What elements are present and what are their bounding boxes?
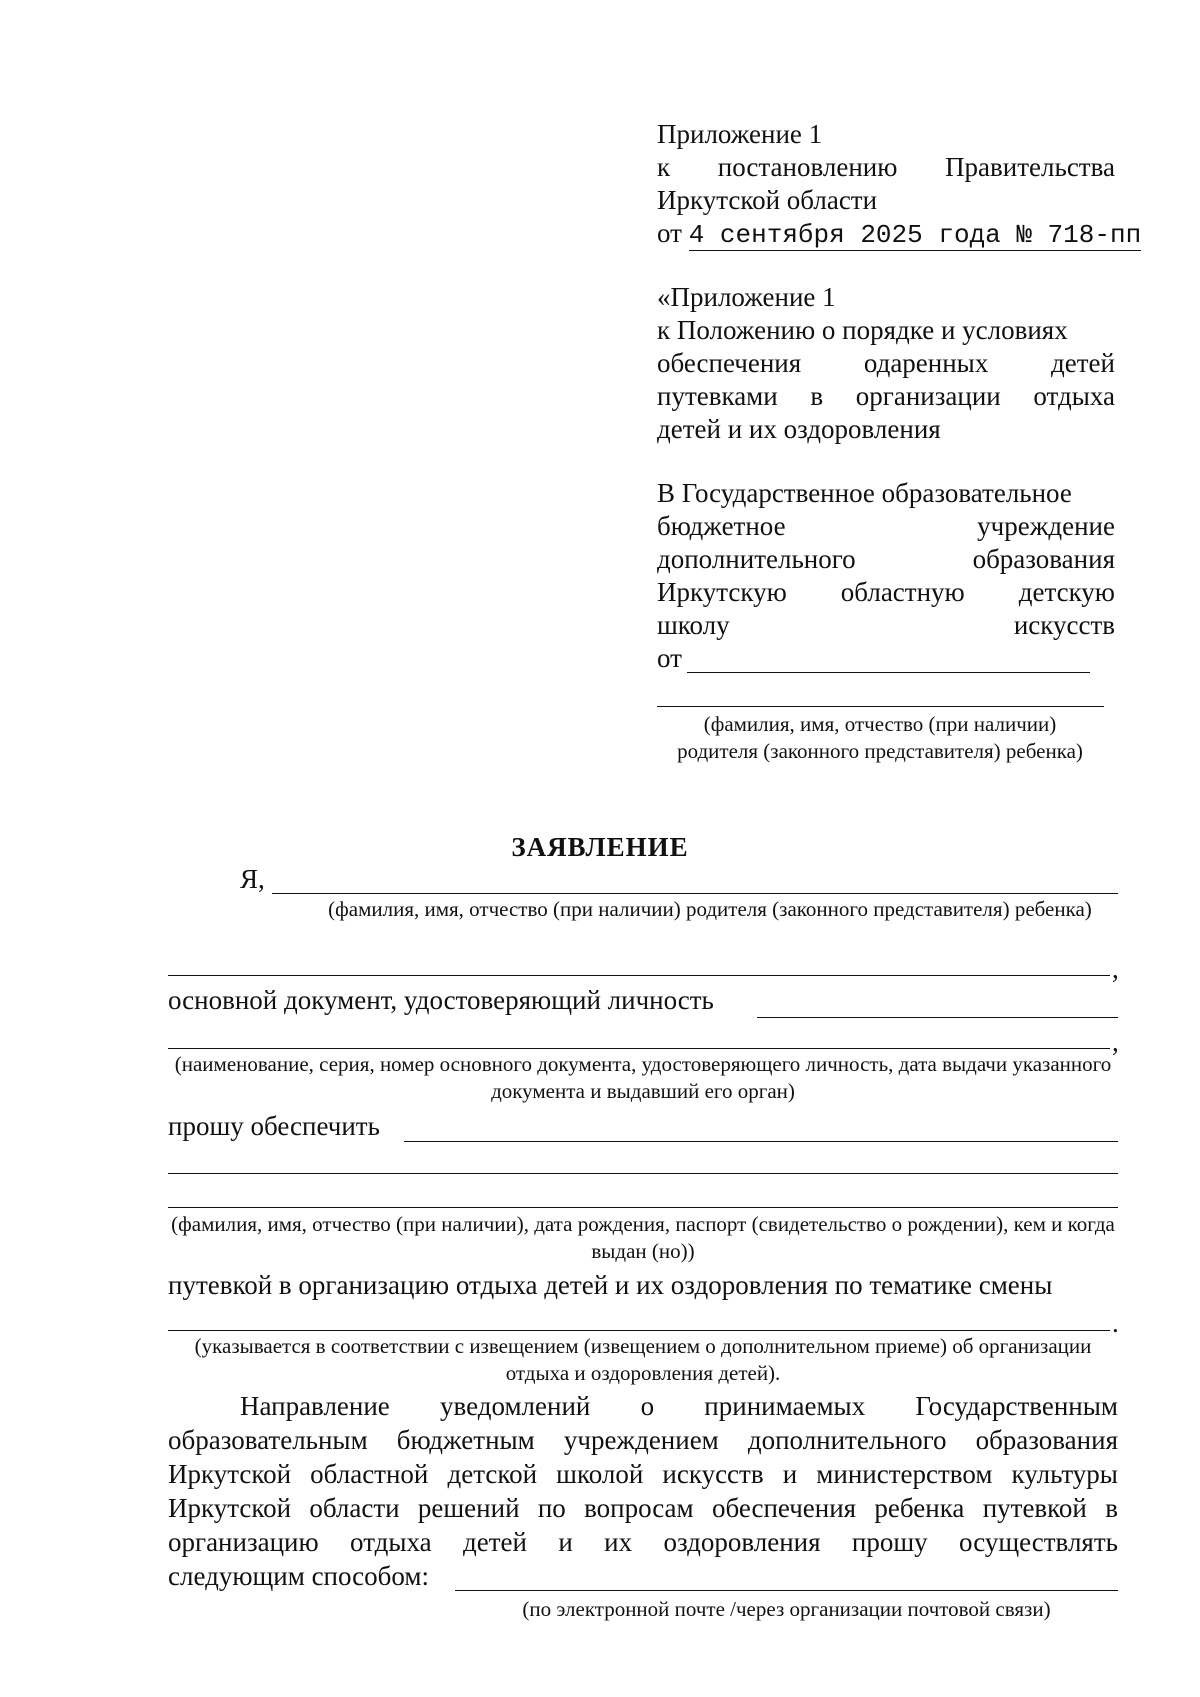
- sub-appendix-title: «Приложение 1: [657, 282, 836, 312]
- para-line-4: Иркутской области решений по вопросам обеспечения ребенка путевкой в: [168, 1493, 1118, 1523]
- addressee-caption: (фамилия, имя, отчество (при наличии) родителя (законного представителя) ребенка): [677, 712, 1083, 763]
- parent-name-field-line2[interactable]: [168, 975, 1110, 976]
- para-line-3: Иркутской областной детской школой искусств и министерством культуры: [168, 1459, 1118, 1489]
- id-doc-caption: (наименование, серия, номер основного документа, удостоверяющего личность, дата выдачи указанного документа и выдавший его орган): [174, 1052, 1112, 1103]
- shift-theme-caption: (указывается в соответствии с извещением (извещением о дополнительном приеме) об организации отдыха и оздоровления детей).: [194, 1334, 1092, 1385]
- para-line-5: организацию отдыха детей и их оздоровления прошу осуществлять: [168, 1527, 1118, 1557]
- request-label: прошу обеспечить: [168, 1111, 380, 1141]
- sub-appendix-header: «Приложение 1 к Положению о порядке и условиях обеспечения одаренных детей путевками в организации отдыха детей и их оздоровления: [657, 282, 1115, 444]
- shift-theme-field[interactable]: [168, 1330, 1110, 1331]
- decree-date: 4 сентября 2025 года № 718-пп: [688, 220, 1142, 250]
- appendix-title: Приложение 1: [657, 119, 823, 149]
- appendix-decree-line: к постановлению Правительства: [657, 152, 1115, 182]
- voucher-text: путевкой в организацию отдыха детей и их оздоровления по тематике смены: [168, 1270, 1053, 1300]
- parent-name-caption: (фамилия, имя, отчество (при наличии) родителя (законного представителя) ребенка): [328, 897, 1092, 921]
- para-line-2: образовательным бюджетным учреждением дополнительного образования: [168, 1425, 1118, 1455]
- document-page: Приложение 1 к постановлению Правительства Иркутской области от 4 сентября 2025 года № 718-пп «Приложение 1 к Положению о порядке и условиях обеспечения одаренных детей путевками в организации отдыха детей и их оздоровления В Государственное образовательное бюджетное учреждение дополнительного образования Иркутскую областную детскую школу искусств от (фамилия, имя, отчество (при наличии) родителя (законного представителя) ребенка) ЗАЯВЛЕНИЕ Я, (фамилия, имя, отчество (при наличии) родителя (законного представителя) ребенка) , основной документ, удостоверяющий личность , (наименование, серия, номер основного документа, удостоверяющего личность, дата выдачи указанного документа и выдавший его орган) прошу обеспечить (фамилия, имя, отчество (при наличии), дата рождения, паспорт (свидетельство о рождении), кем и когда выдан (но)) путевкой в организацию отдыха детей и их оздоровления по тематике смены . (указывается в соответствии с извещением (извещением о дополнительном приеме) об организации отдыха и оздоровления детей). Направление уведомлений о принимаемых Государственным образовательным бюджетным учреждением дополнительного образования Иркутской областной детской школой искусств и министерством культуры Иркутской области решений по вопросам обеспечения ребенка путевкой в организацию отдыха детей и их оздоровления прошу осуществлять следующим способом: (по электронной почте /через организации почтовой связи): [0, 0, 1200, 1697]
- id-doc-field[interactable]: [757, 1017, 1118, 1018]
- child-info-field-line3[interactable]: [168, 1207, 1118, 1208]
- appendix-region: Иркутской области: [657, 185, 878, 215]
- appendix-header: [657, 118, 1142, 250]
- notification-method-field[interactable]: [455, 1590, 1118, 1591]
- from-label: от: [657, 643, 682, 673]
- child-info-caption: (фамилия, имя, отчество (при наличии), дата рождения, паспорт (свидетельство о рождении), кем и когда выдан (но)): [171, 1212, 1115, 1263]
- notification-method-caption: (по электронной почте /через организации почтовой связи): [522, 1597, 1051, 1621]
- from-name-field-line2[interactable]: [657, 706, 1104, 707]
- addressee-block: В Государственное образовательное бюджетное учреждение дополнительного образования Иркутскую областную детскую школу искусств от: [657, 478, 1115, 673]
- statement-title: ЗАЯВЛЕНИЕ: [511, 832, 689, 862]
- from-name-field[interactable]: [687, 672, 1090, 673]
- id-doc-label: основной документ, удостоверяющий личность: [168, 985, 714, 1015]
- child-info-field-line2[interactable]: [168, 1173, 1118, 1174]
- para-line-6: следующим способом:: [168, 1561, 429, 1591]
- id-doc-field-line2[interactable]: [168, 1048, 1110, 1049]
- i-label: Я,: [240, 864, 265, 894]
- child-info-field[interactable]: [404, 1141, 1118, 1142]
- para-line-1: Направление уведомлений о принимаемых Государственным: [240, 1391, 1118, 1421]
- parent-name-field[interactable]: [272, 893, 1118, 894]
- appendix-date-line: от 4 сентября 2025 года № 718-пп: [657, 218, 1142, 250]
